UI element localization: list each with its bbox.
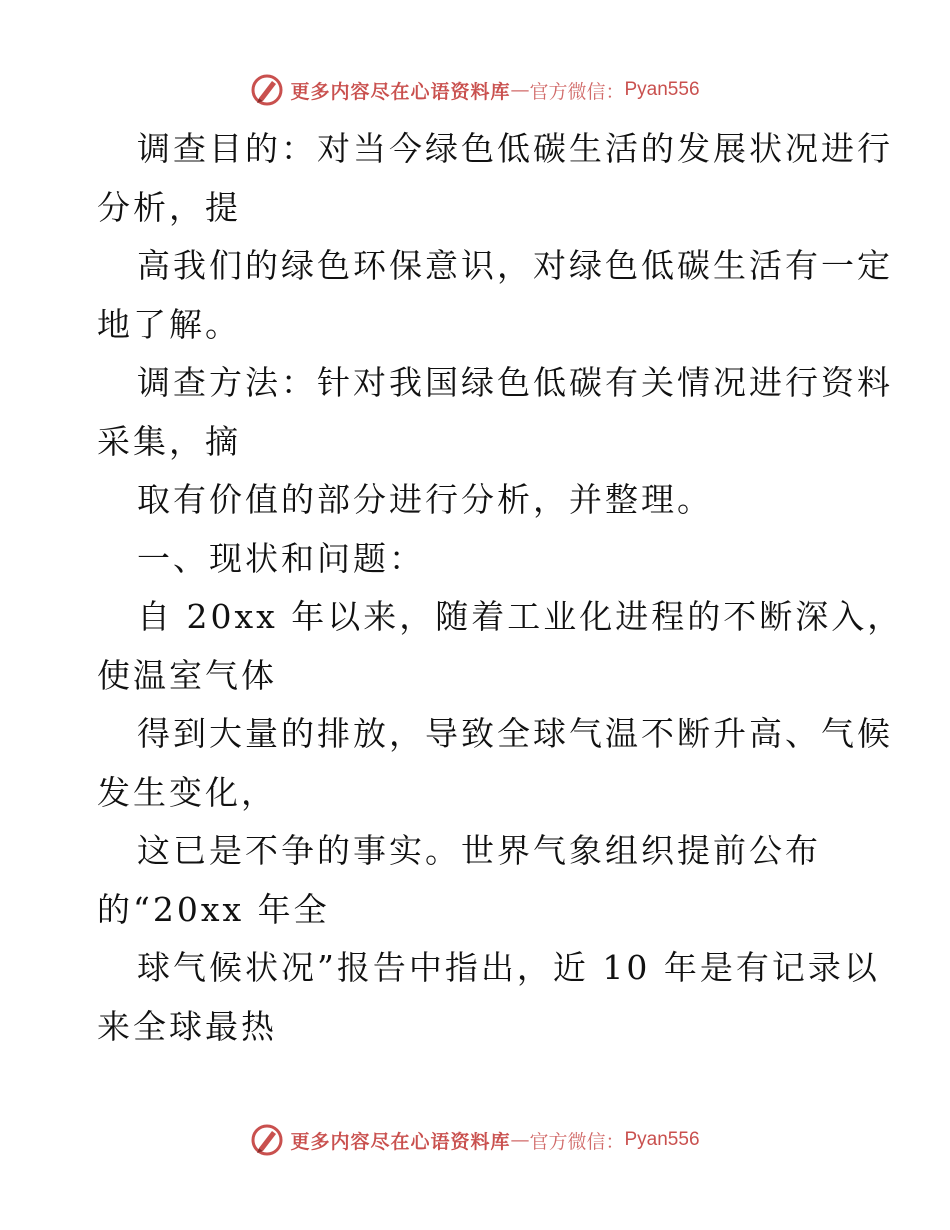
pen-logo-icon	[250, 73, 284, 107]
paragraph-line: 分析，提	[97, 187, 241, 227]
header-watermark	[0, 70, 950, 110]
paragraph-line: 高我们的绿色环保意识，对绿色低碳生活有一定	[137, 246, 893, 285]
footer-watermark	[0, 1120, 950, 1160]
paragraph-line: 来全球最热	[97, 1006, 277, 1046]
pen-logo-icon	[250, 1123, 284, 1157]
watermark-brand: 更多内容尽在心语资料库	[290, 80, 511, 103]
paragraph-line: 得到大量的排放，导致全球气温不断升高、气候	[137, 714, 893, 753]
watermark-dash: —	[510, 1129, 530, 1151]
paragraph-line: 发生变化，	[97, 772, 277, 812]
paragraph-line: 的“20xx 年全	[97, 889, 330, 929]
paragraph-line: 自 20xx 年以来，随着工业化进程的不断深入，	[137, 597, 904, 636]
paragraph-line: 调查方法：针对我国绿色低碳有关情况进行资料	[137, 363, 893, 402]
paragraph-line: 地了解。	[97, 304, 241, 344]
document-body	[97, 120, 904, 1056]
watermark-brand: 更多内容尽在心语资料库	[290, 1130, 511, 1153]
paragraph-line: 使温室气体	[97, 655, 277, 695]
paragraph-line: 取有价值的部分进行分析，并整理。	[137, 480, 713, 519]
watermark-wechat-label: 官方微信：	[529, 1130, 625, 1153]
watermark-wechat-id: Pyan556	[624, 79, 700, 100]
paragraph-line: 球气候状况”报告中指出，近 10 年是有记录以	[137, 948, 880, 987]
watermark-dash: —	[510, 79, 530, 101]
watermark-wechat-id: Pyan556	[624, 1129, 700, 1150]
paragraph-line: 这已是不争的事实。世界气象组织提前公布	[137, 831, 821, 870]
paragraph-line: 调查目的：对当今绿色低碳生活的发展状况进行	[137, 129, 893, 168]
section-heading: 一、现状和问题：	[137, 538, 425, 578]
paragraph-line: 采集，摘	[97, 421, 241, 461]
watermark-wechat-label: 官方微信：	[529, 80, 625, 103]
